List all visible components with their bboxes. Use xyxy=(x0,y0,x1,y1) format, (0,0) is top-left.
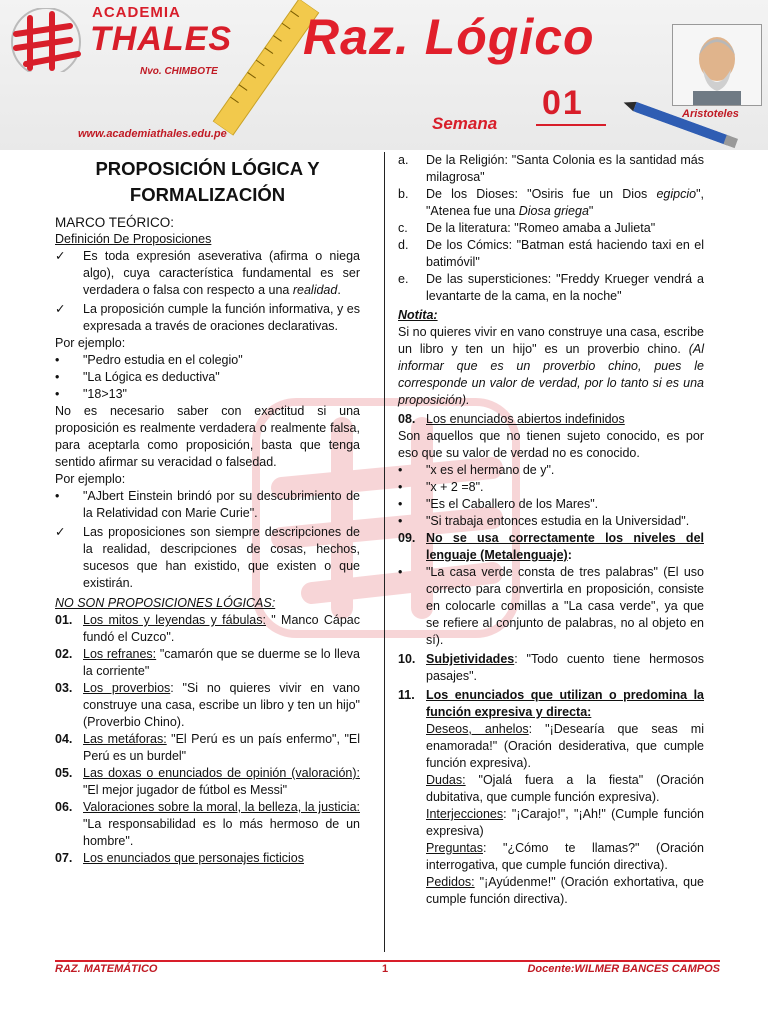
bullet-icon: • xyxy=(398,463,403,477)
marco-teorico: MARCO TEÓRICO: xyxy=(55,215,175,230)
item-title: Los enunciados que personajes ficticios xyxy=(83,851,304,865)
item-title: Los mitos y leyendas y fábulas: xyxy=(83,613,266,627)
item-body xyxy=(83,680,360,731)
alpha-text-part: ", "Atenea fue una xyxy=(426,187,704,218)
item-title: Valoraciones sobre la moral, la belleza, la justicia: xyxy=(83,800,360,814)
alpha-letter: b. xyxy=(398,187,409,201)
item-number: 04. xyxy=(55,732,73,746)
por-ejemplo-label: Por ejemplo: xyxy=(55,472,126,486)
item-body xyxy=(83,765,360,799)
numbered-item xyxy=(55,765,360,799)
right-column xyxy=(398,152,704,908)
alpha-text-part: egipcio xyxy=(656,187,697,201)
alpha-letter: a. xyxy=(398,153,409,167)
alpha-text xyxy=(426,186,704,220)
academy-logo xyxy=(6,8,86,72)
alpha-letter: c. xyxy=(398,221,408,235)
page-title: Raz. Lógico xyxy=(303,9,595,65)
item-number: 05. xyxy=(55,766,73,780)
check-item xyxy=(55,524,360,592)
checkmark-icon: ✓ xyxy=(55,249,66,263)
sub-item-text: "¡Ayúdenme!" (Oración exhortativa, que cumple función directiva). xyxy=(426,875,704,906)
bullet-icon: • xyxy=(398,480,403,494)
checkmark-icon: ✓ xyxy=(55,525,66,539)
sub-item-text: : "¡Carajo!", "¡Ah!" (Cumple función expresiva) xyxy=(426,807,704,838)
alpha-text: De las supersticiones: "Freddy Krueger vendrá a levantarte de la cama, en la noche" xyxy=(426,272,704,303)
alpha-item xyxy=(398,271,704,305)
example-text: "Pedro estudia en el colegio" xyxy=(83,353,243,367)
numbered-item xyxy=(398,687,704,721)
no-son-heading: NO SON PROPOSICIONES LÓGICAS: xyxy=(55,596,276,610)
list-item xyxy=(398,462,704,479)
week-label: Semana xyxy=(432,114,498,133)
example-text: "AJbert Einstein brindó por su descubrimiento de la Relatividad con Marie Curie". xyxy=(83,489,360,520)
sub-item-key: Deseos, anhelos xyxy=(426,722,529,736)
alpha-list xyxy=(398,152,704,305)
check-text: Es toda expresión aseverativa (afirma o niega algo), cuya característica fundamental es ser verdadera o falsa con respecto a una xyxy=(83,249,360,297)
footer-teacher: Docente:WILMER BANCES CAMPOS xyxy=(527,963,720,975)
alpha-text-part: De los Dioses: "Osiris fue un Dios xyxy=(426,187,657,201)
list-item xyxy=(398,479,704,496)
definicion-subheading: Definición De Proposiciones xyxy=(55,232,212,246)
check-item xyxy=(55,248,360,299)
portrait-caption: Aristoteles xyxy=(682,108,739,120)
item-body xyxy=(83,850,360,867)
sub-item-key: Interjecciones xyxy=(426,807,504,821)
item-number: 02. xyxy=(55,647,73,661)
heading-line-1: PROPOSICIÓN LÓGICA Y xyxy=(95,158,320,179)
por-ejemplo-label: Por ejemplo: xyxy=(55,336,126,350)
alpha-item xyxy=(398,237,704,271)
example-list xyxy=(398,462,704,530)
example-text: "La casa verde consta de tres palabras" (El uso correcto para convertirla en proposición, consiste en colocarle comillas a "La casa verde", ya que se refiere al conjunto de palabras, no al objeto en sí). xyxy=(426,565,704,647)
item-title: No se usa correctamente los niveles del lenguaje (Metalenguaje) xyxy=(426,531,704,562)
alpha-item xyxy=(398,152,704,186)
alpha-letter: e. xyxy=(398,272,409,286)
example-text: "La Lógica es deductiva" xyxy=(83,370,220,384)
item-number: 10. xyxy=(398,652,416,666)
example-text: "Si trabaja entonces estudia en la Universidad". xyxy=(426,514,690,528)
check-text: La proposición cumple la función informativa, y es expresada a través de oraciones declarativas. xyxy=(83,302,360,333)
sub-list xyxy=(398,721,704,908)
bullet-icon: • xyxy=(55,353,60,367)
item-title: Los enunciados abiertos indefinidos xyxy=(426,412,625,426)
numbered-item xyxy=(55,646,360,680)
list-item xyxy=(55,386,360,403)
list-item xyxy=(398,513,704,530)
numbered-item xyxy=(398,411,704,428)
paragraph: No es necesario saber con exactitud si una proposición es realmente verdadera o realmente falsa, para aceptarla como proposición, basta que tenga sentido afirmar su veracidad o falsedad. xyxy=(55,404,360,469)
sub-item-key: Pedidos: xyxy=(426,875,475,889)
check-text-end: . xyxy=(337,283,341,297)
page-header xyxy=(0,0,768,150)
website-link[interactable]: www.academiathales.edu.pe xyxy=(78,128,227,140)
bullet-icon: • xyxy=(398,497,403,511)
item-text: : "Si no quieres vivir en vano construye una casa, escribe un libro y ten un hijo" (Proverbio Chino). xyxy=(83,681,360,729)
list-item xyxy=(398,496,704,513)
left-column xyxy=(55,152,360,867)
alpha-text: De los Cómics: "Batman está haciendo taxi en el batimóvil" xyxy=(426,238,704,269)
week-underline xyxy=(536,124,606,126)
bullet-icon: • xyxy=(398,565,403,579)
item-text: " Manco Cápac fundó el Cuzco". xyxy=(83,613,361,644)
bullet-icon: • xyxy=(398,514,403,528)
numbered-item xyxy=(55,850,360,867)
numbered-item xyxy=(55,731,360,765)
check-text-italic: realidad xyxy=(292,283,338,297)
bullet-icon: • xyxy=(55,489,60,503)
numbered-item xyxy=(398,651,704,685)
bullet-icon: • xyxy=(55,387,60,401)
page-number: 1 xyxy=(382,963,389,975)
week-number: 01 xyxy=(542,84,584,122)
list-item xyxy=(55,369,360,386)
numbered-item xyxy=(55,799,360,850)
footer-rule xyxy=(55,960,720,962)
alpha-text: De la literatura: "Romeo amaba a Julieta" xyxy=(426,221,656,235)
example-text: "Es el Caballero de los Mares". xyxy=(426,497,599,511)
numbered-item xyxy=(398,530,704,564)
item-title: Subjetividades xyxy=(426,652,515,666)
item-text: : "Todo cuento tiene hermosos pasajes". xyxy=(426,652,704,683)
section-heading xyxy=(55,156,360,208)
check-text: Las proposiciones son siempre descripciones de la realidad, descripciones de cosas, hechos, sucesos que han existido, que existen o que existirán. xyxy=(83,525,360,590)
sub-item xyxy=(426,806,704,840)
alpha-text-part: " xyxy=(588,204,594,218)
sub-item-text: : "¿Cómo te llamas?" (Oración interrogativa, que cumple función directiva). xyxy=(426,841,704,872)
sub-item-text: "Ojalá fuera a la fiesta" (Oración dubitativa, que cumple función expresiva). xyxy=(426,773,704,804)
footer-course: RAZ. MATEMÁTICO xyxy=(55,963,158,975)
sub-item xyxy=(426,721,704,772)
item-text: "camarón que se duerme se lo lleva la corriente" xyxy=(83,647,360,678)
bullet-icon: • xyxy=(55,370,60,384)
page-footer xyxy=(55,963,720,977)
item-body xyxy=(83,612,360,646)
notita-heading: Notita: xyxy=(398,308,438,322)
alpha-text: De la Religión: "Santa Colonia es la santidad más milagrosa" xyxy=(426,153,704,184)
item-text: "El mejor jugador de fútbol es Messi" xyxy=(83,783,288,797)
item-body xyxy=(83,646,360,680)
alpha-item xyxy=(398,186,704,220)
item-colon: : xyxy=(567,548,572,562)
item-number: 08. xyxy=(398,412,416,426)
sub-item-key: Dudas: xyxy=(426,773,466,787)
item-number: 06. xyxy=(55,800,73,814)
item-description: Son aquellos que no tienen sujeto conocido, es por eso que su valor de verdad no es conocido. xyxy=(398,429,704,460)
item-body xyxy=(83,799,360,850)
item-number: 11. xyxy=(398,688,415,702)
item-number: 07. xyxy=(55,851,73,865)
brand-name: THALES xyxy=(90,20,232,58)
sub-item xyxy=(426,840,704,874)
aristotle-portrait xyxy=(672,24,762,106)
item-text: "La responsabilidad es lo más hermoso de un hombre". xyxy=(83,817,360,848)
sub-item xyxy=(426,772,704,806)
list-item xyxy=(55,352,360,369)
notita-text: Si no quieres vivir en vano construye una casa, escribe un libro y ten un hijo" es un proverbio chino. xyxy=(398,325,704,356)
example-text: "x + 2 =8". xyxy=(426,480,484,494)
example-text: "x es el hermano de y". xyxy=(426,463,555,477)
brand-top: ACADEMIA xyxy=(92,4,181,21)
list-item xyxy=(398,564,704,649)
item-title: Los proverbios xyxy=(83,681,171,695)
example-text: "18>13" xyxy=(83,387,127,401)
alpha-item xyxy=(398,220,704,237)
numbered-item xyxy=(55,680,360,731)
item-title: Las metáforas: xyxy=(83,732,167,746)
sub-item-text: : "¡Desearía que seas mi enamorada!" (Oración desiderativa, que cumple función expresiva). xyxy=(426,722,704,770)
brand-location: Nvo. CHIMBOTE xyxy=(140,66,218,77)
column-divider xyxy=(384,152,385,952)
item-title: Los enunciados que utilizan o predomina la función expresiva y directa: xyxy=(426,688,704,719)
check-item xyxy=(55,301,360,335)
item-body xyxy=(83,731,360,765)
item-number: 01. xyxy=(55,613,73,627)
checkmark-icon: ✓ xyxy=(55,302,66,316)
sub-item xyxy=(426,874,704,908)
item-number: 03. xyxy=(55,681,73,695)
alpha-text-part: Diosa griega xyxy=(518,204,589,218)
item-title: Los refranes: xyxy=(83,647,157,661)
numbered-list xyxy=(55,612,360,867)
sub-item-key: Preguntas xyxy=(426,841,483,855)
item-title: Las doxas o enunciados de opinión (valoración): xyxy=(83,766,360,780)
item-text: "El Perú es un país enfermo", "El Perú es un burdel" xyxy=(83,732,360,763)
item-number: 09. xyxy=(398,531,416,545)
alpha-letter: d. xyxy=(398,238,409,252)
numbered-item xyxy=(55,612,360,646)
notita-paragraph xyxy=(398,324,704,409)
heading-line-2: FORMALIZACIÓN xyxy=(129,184,286,205)
list-item xyxy=(55,488,360,522)
notita-italic: (Al informar que es un proverbio chino, pues le corresponde un valor de verdad, por lo tanto si es una proposición). xyxy=(398,342,704,407)
